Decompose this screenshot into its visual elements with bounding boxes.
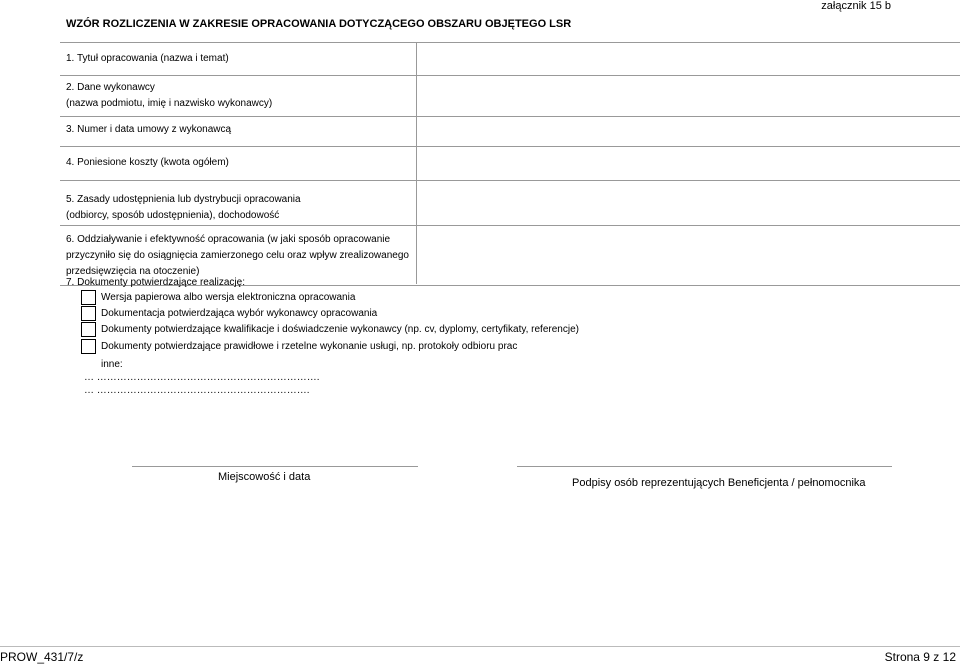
checkbox-proper-execution[interactable] xyxy=(81,339,96,354)
column-divider xyxy=(416,42,417,284)
row-6-line-1: 6. Oddziaływanie i efektywność opracowania (w jaki sposób opracowanie xyxy=(66,234,391,245)
checkbox-qualifications[interactable] xyxy=(81,322,96,337)
checkbox-label: Dokumentacja potwierdzająca wybór wykonawcy opracowania xyxy=(101,308,378,319)
attachment-label: załącznik 15 b xyxy=(821,0,891,12)
other-dots-line[interactable]: … …………………………………………………………. xyxy=(84,372,320,383)
footer-rule xyxy=(0,646,960,647)
checkbox-label: Dokumenty potwierdzające kwalifikacje i doświadczenie wykonawcy (np. cv, dyplomy, certyfikaty, referencje) xyxy=(101,324,579,335)
row-4-costs: 4. Poniesione koszty (kwota ogółem) xyxy=(66,157,229,168)
document-code: PROW_431/7/z xyxy=(0,650,84,664)
signatures-label: Podpisy osób reprezentujących Beneficjenta / pełnomocnika xyxy=(572,477,866,489)
row-2-line-2: (nazwa podmiotu, imię i nazwisko wykonawcy) xyxy=(66,98,273,109)
row-6-line-3: przedsięwzięcia na otoczenie) xyxy=(66,266,200,277)
row-5-distribution xyxy=(66,192,301,224)
row-2-contractor xyxy=(66,80,272,112)
row-6-line-2: przyczyniło się do osiągnięcia zamierzonego celu oraz wpływ zrealizowanego xyxy=(66,250,409,261)
row-divider xyxy=(60,146,960,147)
place-date-label: Miejscowość i data xyxy=(218,471,311,483)
documents-heading: 7. Dokumenty potwierdzające realizację: xyxy=(66,277,245,288)
row-divider xyxy=(60,180,960,181)
row-3-contract: 3. Numer i data umowy z wykonawcą xyxy=(66,124,232,135)
form-title: WZÓR ROZLICZENIA W ZAKRESIE OPRACOWANIA DOTYCZĄCEGO OBSZARU OBJĘTEGO LSR xyxy=(66,18,572,30)
checkbox-contractor-selection[interactable] xyxy=(81,306,96,321)
row-divider xyxy=(60,225,960,226)
signature-line xyxy=(517,466,892,467)
page-number: Strona 9 z 12 xyxy=(884,650,956,664)
row-divider xyxy=(60,75,960,76)
row-6-impact xyxy=(66,232,409,280)
row-5-line-2: (odbiorcy, sposób udostępnienia), dochodowość xyxy=(66,210,280,221)
row-1-title: 1. Tytuł opracowania (nazwa i temat) xyxy=(66,53,229,64)
row-5-line-1: 5. Zasady udostępnienia lub dystrybucji opracowania xyxy=(66,194,301,205)
place-date-line xyxy=(132,466,418,467)
row-divider xyxy=(60,116,960,117)
other-label: inne: xyxy=(101,359,123,370)
checkbox-paper-version[interactable] xyxy=(81,290,96,305)
other-dots-line[interactable]: … ………………………………………………………. xyxy=(84,385,310,396)
checkbox-label: Dokumenty potwierdzające prawidłowe i rzetelne wykonanie usługi, np. protokoły odbioru prac xyxy=(101,341,518,352)
checkbox-label: Wersja papierowa albo wersja elektroniczna opracowania xyxy=(101,292,356,303)
row-2-line-1: 2. Dane wykonawcy xyxy=(66,82,155,93)
